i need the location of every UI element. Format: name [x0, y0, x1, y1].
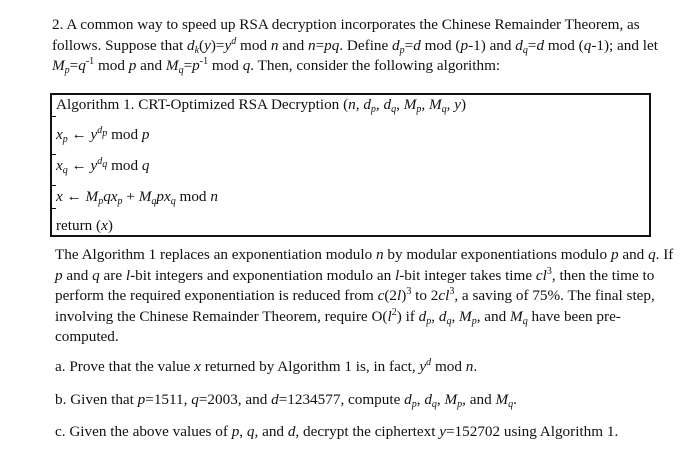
intro-text-10: mod — [211, 57, 239, 74]
intro-text-1: A common way to speed up RSA decryption incorporates the Chinese Remainder Theorem, as follows. Suppose that — [52, 16, 640, 54]
question-b-suffix: , compute — [340, 391, 401, 408]
algorithm-title-suffix: ) — [460, 96, 467, 113]
explanation-paragraph: The Algorithm 1 replaces an exponentiation modulo n by modular exponentiations modulo p and q. If p and q are l-bit integers and exponentiation modulo an l-bit integer takes time $cl^3$, then the time to perform the required exponentiation is reduced from $c(2l)^3$ to $2cl^3$, a saving of 75%. The final step, involving the Chinese Remainder Theorem, require $O(l^2)$ if $d_p$, $d_q$, $M_p$, and $M_q$ have been pre-computed. — [55, 246, 674, 345]
algorithm-box — [50, 93, 651, 235]
explanation-3: and — [622, 246, 645, 263]
explanation-6: are — [103, 266, 123, 284]
problem-intro: 2. A common way to speed up RSA decryption incorporates the Chinese Remainder Theorem, as follows. Suppose that $d_k(y)=y^d$ mod n and n=pq. Define $d_p=d$ mod (p-1) and $d_q=d$ mod (q-1); and let $M_p=q^{-1}$ mod p and $M_q=p^{-1}$ mod q. Then, consider the following algorithm: — [52, 16, 658, 76]
explanation-2: by modular exponentiations modulo — [387, 246, 608, 263]
algorithm-line-x: x ← $M_pqx_p + M_qpx_q$ mod n — [56, 188, 218, 207]
algorithm-title-prefix: Algorithm 1. CRT-Optimized RSA Decryption ( — [56, 96, 349, 113]
explanation-11: , a saving of 75%. The final step, involving the Chinese Remainder Theorem, require O( — [55, 287, 655, 325]
problem-number: 2. — [52, 16, 64, 33]
intro-text-11: . Then, consider the following algorithm: — [250, 57, 501, 74]
question-a: a. Prove that the value x returned by Algorithm 1 is, in fact, $y^d$ mod n. — [55, 357, 478, 375]
explanation-12: ) if — [396, 307, 415, 325]
algorithm-line-return — [56, 216, 113, 236]
intro-text-5: mod ( — [424, 36, 461, 54]
explanation-5: and — [66, 266, 89, 284]
algorithm-title: Algorithm 1. CRT-Optimized RSA Decryption (n, $d_p$, $d_q$, $M_p$, $M_q$, y) — [56, 96, 467, 115]
algorithm-line-xp: $x_p$ ← $y^{d_p}$ mod p — [56, 125, 150, 145]
algorithm-box-bottom-border — [50, 235, 651, 237]
question-c-mid: and — [262, 423, 285, 440]
algorithm-line-xq: $x_q$ ← $y^{d_q}$ mod q — [56, 156, 150, 176]
intro-text-6: -1) and — [468, 36, 512, 54]
intro-text-9: and — [140, 57, 163, 74]
question-c-mid2: , decrypt the ciphertext — [295, 423, 436, 440]
return-var: x — [101, 217, 108, 234]
question-c-prefix: c. Given the above values of — [55, 423, 228, 440]
intro-text-3: and — [282, 36, 305, 54]
question-b-end: and — [469, 391, 492, 408]
return-prefix: return ( — [56, 217, 102, 234]
intro-text-2: mod — [240, 36, 268, 54]
explanation-14: have been pre-computed. — [55, 307, 621, 345]
explanation-8: -bit integer takes time — [399, 266, 533, 284]
question-a-prefix: a. Prove that the value — [55, 358, 191, 375]
explanation-10: to 2 — [415, 287, 439, 304]
intro-text-7: -1); and let — [591, 36, 658, 54]
question-a-suffix: mod — [434, 358, 462, 375]
explanation-13: and — [484, 307, 507, 325]
question-c-suffix: using Algorithm 1. — [503, 423, 619, 440]
intro-text-8: mod — [97, 57, 125, 74]
question-c: c. Given the above values of p, q, and d, decrypt the ciphertext y=152702 using Algorithm 1. — [55, 423, 619, 440]
explanation-4: . If — [655, 246, 674, 263]
explanation-7: -bit integers and exponentiation modulo an — [130, 266, 392, 284]
explanation-1: The Algorithm 1 replaces an exponentiation modulo — [55, 246, 373, 263]
question-a-mid: returned by Algorithm 1 is, in fact, — [204, 358, 416, 375]
return-suffix: ) — [107, 217, 113, 234]
intro-text-4: . Define — [339, 36, 389, 54]
explanation-9: , then the time to perform the required exponentiation is reduced from — [55, 266, 655, 304]
question-b: b. Given that p=1511, q=2003, and d=1234577, compute $d_p$, $d_q$, $M_p$, and $M_q$. — [55, 391, 517, 410]
question-b-prefix: b. Given that — [55, 391, 134, 408]
